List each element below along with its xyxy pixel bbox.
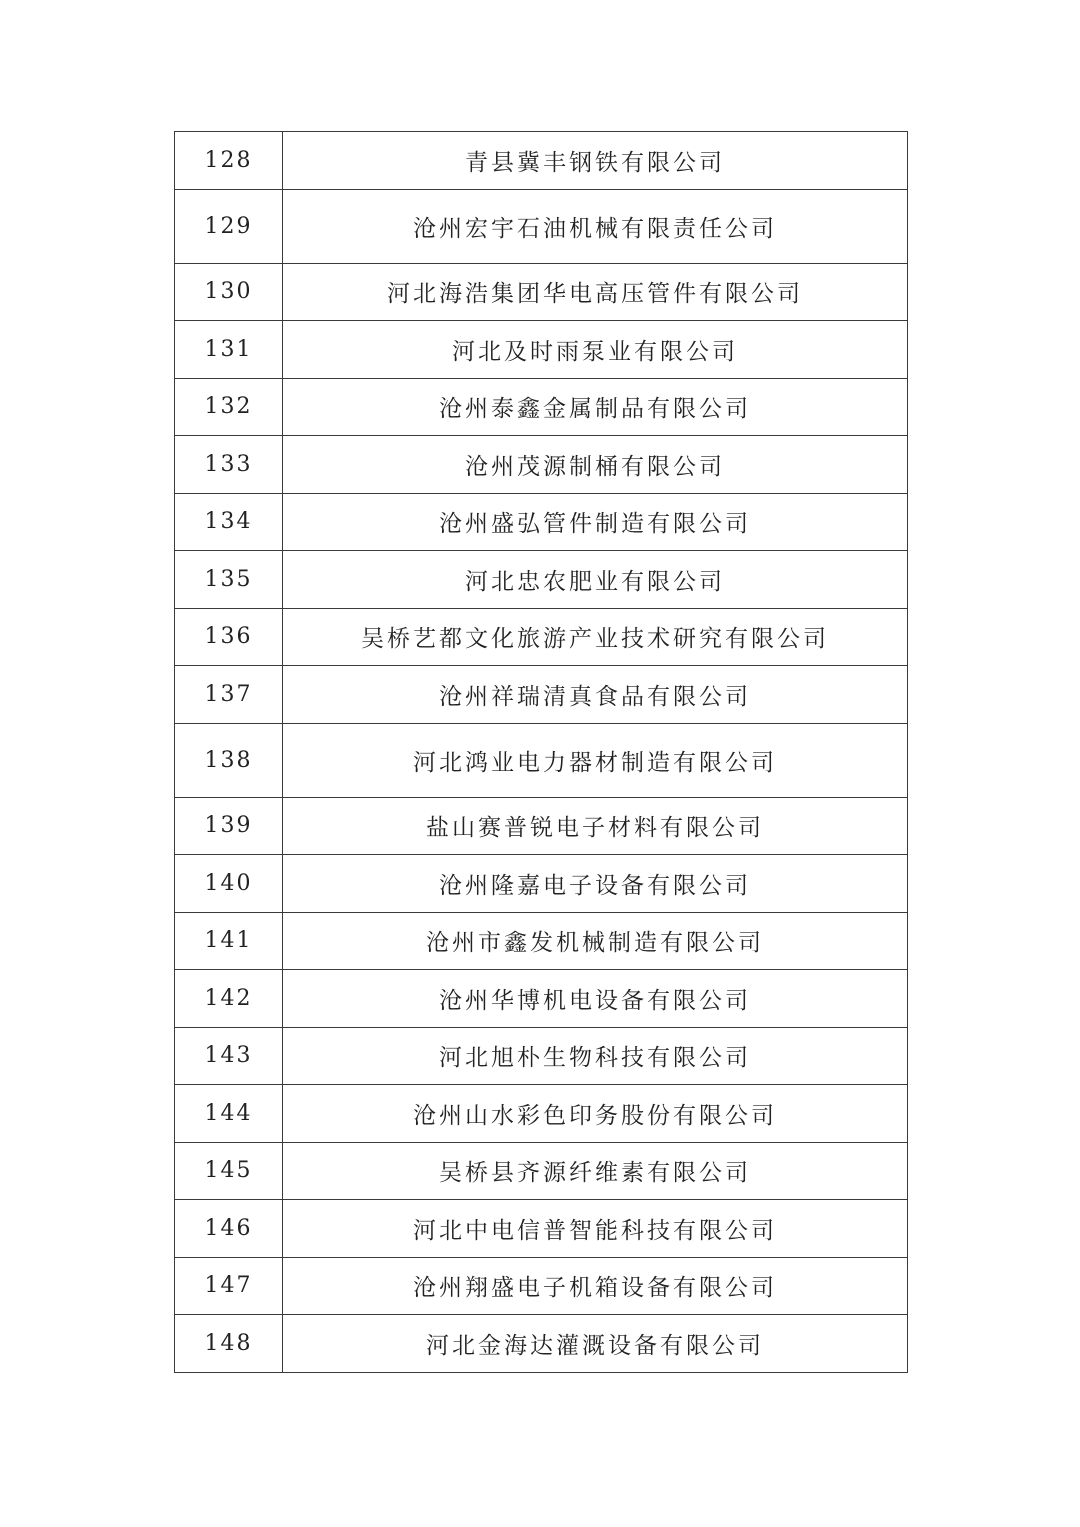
table-row <box>175 378 908 436</box>
table-row <box>175 132 908 190</box>
company-name: 河北鸿业电力器材制造有限公司 <box>283 723 908 797</box>
table-row <box>175 1315 908 1373</box>
company-name: 盐山赛普锐电子材料有限公司 <box>283 797 908 855</box>
company-name: 沧州山水彩色印务股份有限公司 <box>283 1085 908 1143</box>
row-number: 144 <box>175 1085 283 1143</box>
row-number: 136 <box>175 608 283 666</box>
company-name: 河北金海达灌溉设备有限公司 <box>283 1315 908 1373</box>
company-table <box>174 131 908 1373</box>
company-name: 河北旭朴生物科技有限公司 <box>283 1027 908 1085</box>
table-row <box>175 1027 908 1085</box>
company-name: 沧州宏宇石油机械有限责任公司 <box>283 189 908 263</box>
table-row <box>175 189 908 263</box>
company-name: 河北忠农肥业有限公司 <box>283 551 908 609</box>
table-row <box>175 263 908 321</box>
table-row <box>175 912 908 970</box>
table-row <box>175 493 908 551</box>
company-name: 河北中电信普智能科技有限公司 <box>283 1200 908 1258</box>
row-number: 134 <box>175 493 283 551</box>
table-row <box>175 551 908 609</box>
row-number: 147 <box>175 1257 283 1315</box>
row-number: 128 <box>175 132 283 190</box>
table-row <box>175 608 908 666</box>
row-number: 137 <box>175 666 283 724</box>
company-name: 青县冀丰钢铁有限公司 <box>283 132 908 190</box>
company-name: 沧州泰鑫金属制品有限公司 <box>283 378 908 436</box>
table-row <box>175 1257 908 1315</box>
table-row <box>175 723 908 797</box>
table-row <box>175 321 908 379</box>
company-name: 沧州隆嘉电子设备有限公司 <box>283 855 908 913</box>
row-number: 145 <box>175 1142 283 1200</box>
table-row <box>175 1085 908 1143</box>
company-name: 沧州祥瑞清真食品有限公司 <box>283 666 908 724</box>
company-name: 吴桥县齐源纤维素有限公司 <box>283 1142 908 1200</box>
table-row <box>175 797 908 855</box>
company-name: 河北及时雨泵业有限公司 <box>283 321 908 379</box>
table-row <box>175 855 908 913</box>
row-number: 129 <box>175 189 283 263</box>
company-name: 河北海浩集团华电高压管件有限公司 <box>283 263 908 321</box>
row-number: 130 <box>175 263 283 321</box>
table-row <box>175 970 908 1028</box>
table-row <box>175 666 908 724</box>
row-number: 139 <box>175 797 283 855</box>
row-number: 133 <box>175 436 283 494</box>
company-name: 沧州翔盛电子机箱设备有限公司 <box>283 1257 908 1315</box>
company-name: 吴桥艺都文化旅游产业技术研究有限公司 <box>283 608 908 666</box>
table-row <box>175 1142 908 1200</box>
table-row <box>175 1200 908 1258</box>
row-number: 141 <box>175 912 283 970</box>
row-number: 135 <box>175 551 283 609</box>
company-name: 沧州盛弘管件制造有限公司 <box>283 493 908 551</box>
company-name: 沧州华博机电设备有限公司 <box>283 970 908 1028</box>
row-number: 138 <box>175 723 283 797</box>
row-number: 140 <box>175 855 283 913</box>
table-row <box>175 436 908 494</box>
company-name: 沧州茂源制桶有限公司 <box>283 436 908 494</box>
row-number: 132 <box>175 378 283 436</box>
row-number: 143 <box>175 1027 283 1085</box>
row-number: 148 <box>175 1315 283 1373</box>
row-number: 142 <box>175 970 283 1028</box>
row-number: 131 <box>175 321 283 379</box>
company-name: 沧州市鑫发机械制造有限公司 <box>283 912 908 970</box>
row-number: 146 <box>175 1200 283 1258</box>
